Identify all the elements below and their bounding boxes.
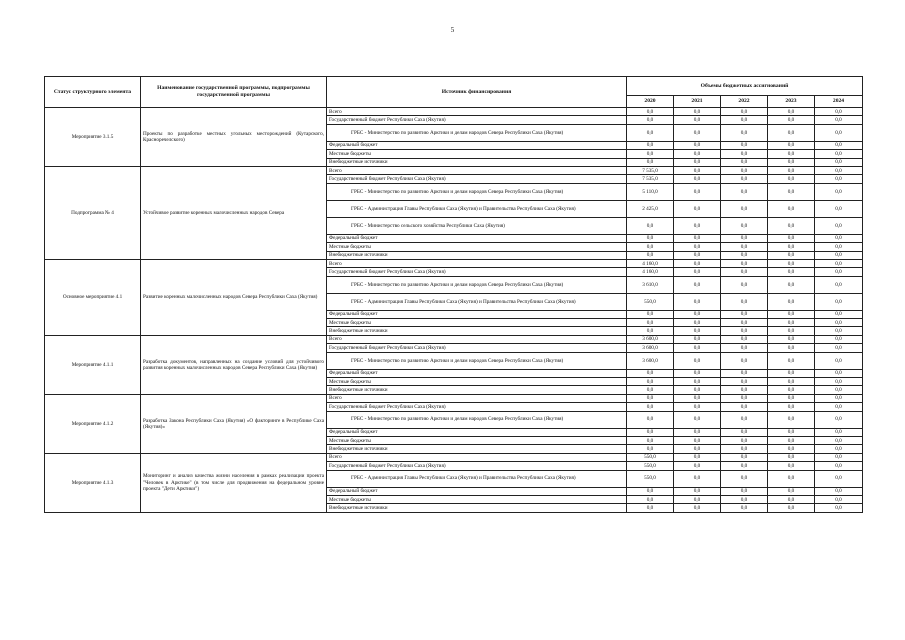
page-number: 5 xyxy=(450,26,455,34)
source-cell: Государственный бюджет Республики Саха (Якутия) xyxy=(327,403,627,411)
value-cell: 550,0 xyxy=(627,453,674,461)
value-cell: 0,0 xyxy=(721,259,768,267)
value-cell: 0,0 xyxy=(815,158,863,166)
value-cell: 0,0 xyxy=(815,293,863,310)
value-cell: 0,0 xyxy=(721,319,768,327)
source-cell: Государственный бюджет Республики Саха (Якутия) xyxy=(327,462,627,470)
value-cell: 0,0 xyxy=(627,116,674,124)
value-cell: 0,0 xyxy=(815,234,863,242)
value-cell: 4 160,0 xyxy=(627,268,674,276)
value-cell: 0,0 xyxy=(721,495,768,503)
value-cell: 0,0 xyxy=(768,327,815,335)
value-cell: 0,0 xyxy=(627,319,674,327)
value-cell: 0,0 xyxy=(768,378,815,386)
value-cell: 0,0 xyxy=(721,234,768,242)
name-cell: Разработка Закона Республики Саха (Якутия) «О факторинге в Республике Саха (Якутия)» xyxy=(141,394,327,453)
source-cell: Местные бюджеты xyxy=(327,243,627,251)
value-cell: 0,0 xyxy=(815,124,863,141)
value-cell: 0,0 xyxy=(721,504,768,512)
value-cell: 0,0 xyxy=(815,386,863,394)
name-cell: Устойчивое развитие коренных малочисленных народов Севера xyxy=(141,166,327,259)
status-cell: Мероприятие 3.1.5 xyxy=(45,108,141,167)
value-cell: 0,0 xyxy=(768,344,815,352)
value-cell: 0,0 xyxy=(815,268,863,276)
source-cell: Государственный бюджет Республики Саха (Якутия) xyxy=(327,175,627,183)
value-cell: 0,0 xyxy=(674,386,721,394)
value-cell: 0,0 xyxy=(768,150,815,158)
value-cell: 3 600,0 xyxy=(627,352,674,369)
header-year: 2020 xyxy=(627,96,674,108)
value-cell: 0,0 xyxy=(674,470,721,487)
value-cell: 0,0 xyxy=(721,327,768,335)
source-cell: Федеральный бюджет xyxy=(327,487,627,495)
value-cell: 0,0 xyxy=(815,276,863,293)
value-cell: 0,0 xyxy=(815,175,863,183)
value-cell: 0,0 xyxy=(721,183,768,200)
status-cell: Мероприятие 4.1.3 xyxy=(45,453,141,512)
value-cell: 0,0 xyxy=(815,411,863,428)
value-cell: 0,0 xyxy=(768,234,815,242)
source-cell: Внебюджетные источники xyxy=(327,386,627,394)
header-name: Наименование государственной программы, подпрограммы государственной программы xyxy=(141,77,327,108)
value-cell: 0,0 xyxy=(674,327,721,335)
status-cell: Основное мероприятие 4.1 xyxy=(45,259,141,335)
value-cell: 0,0 xyxy=(768,319,815,327)
value-cell: 0,0 xyxy=(674,445,721,453)
table-row xyxy=(45,108,863,116)
value-cell: 0,0 xyxy=(674,293,721,310)
value-cell: 0,0 xyxy=(627,243,674,251)
value-cell: 0,0 xyxy=(627,251,674,259)
value-cell: 0,0 xyxy=(721,200,768,217)
value-cell: 0,0 xyxy=(674,453,721,461)
source-cell: Внебюджетные источники xyxy=(327,251,627,259)
source-cell: ГРБС - Министерство по развитию Арктики и делам народов Севера Республики Саха (Якутия) xyxy=(327,352,627,369)
value-cell: 0,0 xyxy=(815,217,863,234)
value-cell: 0,0 xyxy=(768,217,815,234)
value-cell: 0,0 xyxy=(627,378,674,386)
value-cell: 0,0 xyxy=(815,108,863,116)
value-cell: 0,0 xyxy=(721,470,768,487)
source-cell: ГРБС - Министерство по развитию Арктики и делам народов Севера Республики Саха (Якутия) xyxy=(327,276,627,293)
value-cell: 0,0 xyxy=(721,108,768,116)
table-row xyxy=(45,453,863,461)
value-cell: 0,0 xyxy=(721,276,768,293)
value-cell: 0,0 xyxy=(674,310,721,318)
value-cell: 0,0 xyxy=(721,335,768,343)
name-cell: Мониторинг и анализ качества жизни населения в рамках реализации проекта "Человек в Арктике" (в том числе для продвижения на федеральном уровне проекта "Дети Арктики") xyxy=(141,453,327,512)
table-row xyxy=(45,259,863,267)
value-cell: 0,0 xyxy=(815,166,863,174)
value-cell: 3 600,0 xyxy=(627,344,674,352)
value-cell: 0,0 xyxy=(674,175,721,183)
header-year: 2021 xyxy=(674,96,721,108)
value-cell: 0,0 xyxy=(721,251,768,259)
value-cell: 0,0 xyxy=(768,116,815,124)
value-cell: 0,0 xyxy=(768,251,815,259)
value-cell: 0,0 xyxy=(815,369,863,377)
value-cell: 0,0 xyxy=(768,158,815,166)
source-cell: ГРБС - Министерство сельского хозяйства Республики Саха (Якутия) xyxy=(327,217,627,234)
value-cell: 0,0 xyxy=(768,276,815,293)
value-cell: 0,0 xyxy=(815,243,863,251)
value-cell: 0,0 xyxy=(674,369,721,377)
value-cell: 0,0 xyxy=(721,462,768,470)
source-cell: Всего xyxy=(327,453,627,461)
value-cell: 0,0 xyxy=(721,386,768,394)
value-cell: 0,0 xyxy=(721,268,768,276)
value-cell: 0,0 xyxy=(815,259,863,267)
value-cell: 0,0 xyxy=(627,394,674,402)
source-cell: Местные бюджеты xyxy=(327,319,627,327)
value-cell: 0,0 xyxy=(768,293,815,310)
value-cell: 0,0 xyxy=(815,116,863,124)
value-cell: 0,0 xyxy=(815,251,863,259)
value-cell: 3 600,0 xyxy=(627,335,674,343)
source-cell: Всего xyxy=(327,108,627,116)
value-cell: 0,0 xyxy=(721,158,768,166)
value-cell: 5 110,0 xyxy=(627,183,674,200)
source-cell: Местные бюджеты xyxy=(327,495,627,503)
value-cell: 0,0 xyxy=(674,335,721,343)
value-cell: 0,0 xyxy=(768,436,815,444)
value-cell: 0,0 xyxy=(815,487,863,495)
value-cell: 0,0 xyxy=(674,344,721,352)
value-cell: 0,0 xyxy=(815,436,863,444)
source-cell: Федеральный бюджет xyxy=(327,234,627,242)
value-cell: 0,0 xyxy=(721,344,768,352)
source-cell: Федеральный бюджет xyxy=(327,141,627,149)
value-cell: 0,0 xyxy=(674,124,721,141)
value-cell: 0,0 xyxy=(627,504,674,512)
value-cell: 0,0 xyxy=(768,462,815,470)
value-cell: 0,0 xyxy=(627,487,674,495)
table-row xyxy=(45,335,863,343)
value-cell: 0,0 xyxy=(815,453,863,461)
value-cell: 4 160,0 xyxy=(627,259,674,267)
value-cell: 0,0 xyxy=(674,243,721,251)
value-cell: 2 425,0 xyxy=(627,200,674,217)
value-cell: 0,0 xyxy=(721,310,768,318)
source-cell: Всего xyxy=(327,259,627,267)
value-cell: 0,0 xyxy=(815,150,863,158)
source-cell: Федеральный бюджет xyxy=(327,310,627,318)
value-cell: 550,0 xyxy=(627,293,674,310)
value-cell: 0,0 xyxy=(721,445,768,453)
value-cell: 0,0 xyxy=(674,183,721,200)
value-cell: 0,0 xyxy=(815,428,863,436)
value-cell: 3 610,0 xyxy=(627,276,674,293)
value-cell: 0,0 xyxy=(627,369,674,377)
value-cell: 0,0 xyxy=(674,166,721,174)
value-cell: 0,0 xyxy=(721,150,768,158)
value-cell: 0,0 xyxy=(627,217,674,234)
value-cell: 0,0 xyxy=(815,462,863,470)
value-cell: 0,0 xyxy=(721,369,768,377)
budget-table-body xyxy=(45,108,863,513)
value-cell: 0,0 xyxy=(768,487,815,495)
value-cell: 0,0 xyxy=(721,436,768,444)
value-cell: 0,0 xyxy=(627,495,674,503)
value-cell: 0,0 xyxy=(721,243,768,251)
value-cell: 0,0 xyxy=(627,234,674,242)
value-cell: 0,0 xyxy=(768,310,815,318)
value-cell: 0,0 xyxy=(768,175,815,183)
value-cell: 0,0 xyxy=(721,378,768,386)
value-cell: 0,0 xyxy=(721,166,768,174)
value-cell: 0,0 xyxy=(674,234,721,242)
value-cell: 0,0 xyxy=(768,268,815,276)
value-cell: 0,0 xyxy=(674,158,721,166)
value-cell: 0,0 xyxy=(815,327,863,335)
value-cell: 0,0 xyxy=(674,495,721,503)
value-cell: 0,0 xyxy=(815,200,863,217)
header-status: Статус структурного элемента xyxy=(45,77,141,108)
status-cell: Мероприятие 4.1.2 xyxy=(45,394,141,453)
source-cell: ГРБС - Администрация Главы Республики Саха (Якутия) и Правительства Республики Саха (Якутия) xyxy=(327,200,627,217)
value-cell: 0,0 xyxy=(815,378,863,386)
value-cell: 0,0 xyxy=(674,378,721,386)
value-cell: 0,0 xyxy=(768,411,815,428)
value-cell: 0,0 xyxy=(768,445,815,453)
value-cell: 0,0 xyxy=(674,276,721,293)
value-cell: 0,0 xyxy=(721,403,768,411)
source-cell: ГРБС - Министерство по развитию Арктики и делам народов Севера Республики Саха (Якутия) xyxy=(327,183,627,200)
table-row xyxy=(45,394,863,402)
source-cell: Федеральный бюджет xyxy=(327,428,627,436)
value-cell: 0,0 xyxy=(768,386,815,394)
value-cell: 0,0 xyxy=(768,166,815,174)
source-cell: Государственный бюджет Республики Саха (Якутия) xyxy=(327,116,627,124)
value-cell: 0,0 xyxy=(674,108,721,116)
value-cell: 0,0 xyxy=(627,310,674,318)
value-cell: 550,0 xyxy=(627,462,674,470)
value-cell: 0,0 xyxy=(627,445,674,453)
value-cell: 0,0 xyxy=(815,344,863,352)
value-cell: 0,0 xyxy=(721,487,768,495)
value-cell: 0,0 xyxy=(815,319,863,327)
value-cell: 0,0 xyxy=(768,200,815,217)
value-cell: 0,0 xyxy=(768,259,815,267)
value-cell: 7 535,0 xyxy=(627,166,674,174)
value-cell: 550,0 xyxy=(627,470,674,487)
header-budget: Объемы бюджетных ассигнований xyxy=(627,77,863,96)
value-cell: 0,0 xyxy=(721,116,768,124)
value-cell: 0,0 xyxy=(768,108,815,116)
value-cell: 0,0 xyxy=(627,150,674,158)
value-cell: 0,0 xyxy=(768,243,815,251)
header-source: Источник финансирования xyxy=(327,77,627,108)
value-cell: 0,0 xyxy=(815,394,863,402)
value-cell: 0,0 xyxy=(815,141,863,149)
value-cell: 0,0 xyxy=(674,217,721,234)
value-cell: 0,0 xyxy=(768,124,815,141)
status-cell: Мероприятие 4.1.1 xyxy=(45,335,141,394)
value-cell: 0,0 xyxy=(627,124,674,141)
source-cell: Внебюджетные источники xyxy=(327,504,627,512)
value-cell: 0,0 xyxy=(627,158,674,166)
value-cell: 0,0 xyxy=(674,259,721,267)
value-cell: 0,0 xyxy=(815,470,863,487)
value-cell: 0,0 xyxy=(815,335,863,343)
source-cell: ГРБС - Администрация Главы Республики Саха (Якутия) и Правительства Республики Саха (Якутия) xyxy=(327,293,627,310)
value-cell: 0,0 xyxy=(721,411,768,428)
value-cell: 7 535,0 xyxy=(627,175,674,183)
value-cell: 0,0 xyxy=(768,470,815,487)
source-cell: Всего xyxy=(327,394,627,402)
source-cell: Всего xyxy=(327,335,627,343)
value-cell: 0,0 xyxy=(815,352,863,369)
value-cell: 0,0 xyxy=(815,445,863,453)
source-cell: Государственный бюджет Республики Саха (Якутия) xyxy=(327,268,627,276)
value-cell: 0,0 xyxy=(627,436,674,444)
value-cell: 0,0 xyxy=(674,268,721,276)
source-cell: Местные бюджеты xyxy=(327,150,627,158)
value-cell: 0,0 xyxy=(627,403,674,411)
value-cell: 0,0 xyxy=(768,369,815,377)
value-cell: 0,0 xyxy=(674,352,721,369)
value-cell: 0,0 xyxy=(721,352,768,369)
value-cell: 0,0 xyxy=(674,200,721,217)
source-cell: Местные бюджеты xyxy=(327,436,627,444)
value-cell: 0,0 xyxy=(721,217,768,234)
source-cell: Всего xyxy=(327,166,627,174)
value-cell: 0,0 xyxy=(627,411,674,428)
value-cell: 0,0 xyxy=(627,327,674,335)
value-cell: 0,0 xyxy=(674,462,721,470)
value-cell: 0,0 xyxy=(674,251,721,259)
value-cell: 0,0 xyxy=(768,335,815,343)
value-cell: 0,0 xyxy=(674,116,721,124)
source-cell: ГРБС - Администрация Главы Республики Саха (Якутия) и Правительства Республики Саха (Якутия) xyxy=(327,470,627,487)
value-cell: 0,0 xyxy=(768,352,815,369)
source-cell: ГРБС - Министерство по развитию Арктики и делам народов Севера Республики Саха (Якутия) xyxy=(327,124,627,141)
value-cell: 0,0 xyxy=(721,293,768,310)
value-cell: 0,0 xyxy=(721,394,768,402)
value-cell: 0,0 xyxy=(815,403,863,411)
value-cell: 0,0 xyxy=(721,175,768,183)
value-cell: 0,0 xyxy=(674,504,721,512)
value-cell: 0,0 xyxy=(674,141,721,149)
value-cell: 0,0 xyxy=(768,183,815,200)
value-cell: 0,0 xyxy=(768,453,815,461)
value-cell: 0,0 xyxy=(721,453,768,461)
value-cell: 0,0 xyxy=(768,403,815,411)
value-cell: 0,0 xyxy=(674,150,721,158)
header-year: 2024 xyxy=(815,96,863,108)
source-cell: Федеральный бюджет xyxy=(327,369,627,377)
table-row xyxy=(45,166,863,174)
budget-table xyxy=(44,76,863,513)
value-cell: 0,0 xyxy=(674,403,721,411)
value-cell: 0,0 xyxy=(674,487,721,495)
value-cell: 0,0 xyxy=(674,394,721,402)
value-cell: 0,0 xyxy=(721,124,768,141)
value-cell: 0,0 xyxy=(815,495,863,503)
name-cell: Проекты по разработке местных угольных месторождений (Кутарского, Красноречелского) xyxy=(141,108,327,167)
source-cell: Местные бюджеты xyxy=(327,378,627,386)
value-cell: 0,0 xyxy=(627,428,674,436)
value-cell: 0,0 xyxy=(627,141,674,149)
value-cell: 0,0 xyxy=(627,108,674,116)
value-cell: 0,0 xyxy=(768,428,815,436)
value-cell: 0,0 xyxy=(815,310,863,318)
header-year: 2023 xyxy=(768,96,815,108)
value-cell: 0,0 xyxy=(674,411,721,428)
value-cell: 0,0 xyxy=(815,183,863,200)
source-cell: Внебюджетные источники xyxy=(327,158,627,166)
name-cell: Развитие коренных малочисленных народов Севера Республики Саха (Якутия) xyxy=(141,259,327,335)
name-cell: Разработка документов, направленных на создание условий для устойчивого развития коренных малочисленных народов Севера Республики Саха (Якутия) xyxy=(141,335,327,394)
value-cell: 0,0 xyxy=(768,394,815,402)
value-cell: 0,0 xyxy=(768,504,815,512)
value-cell: 0,0 xyxy=(721,141,768,149)
value-cell: 0,0 xyxy=(721,428,768,436)
value-cell: 0,0 xyxy=(768,495,815,503)
value-cell: 0,0 xyxy=(815,504,863,512)
value-cell: 0,0 xyxy=(674,436,721,444)
source-cell: Внебюджетные источники xyxy=(327,327,627,335)
source-cell: Государственный бюджет Республики Саха (Якутия) xyxy=(327,344,627,352)
source-cell: Внебюджетные источники xyxy=(327,445,627,453)
value-cell: 0,0 xyxy=(674,319,721,327)
value-cell: 0,0 xyxy=(674,428,721,436)
header-year: 2022 xyxy=(721,96,768,108)
source-cell: ГРБС - Министерство по развитию Арктики и делам народов Севера Республики Саха (Якутия) xyxy=(327,411,627,428)
value-cell: 0,0 xyxy=(768,141,815,149)
status-cell: Подпрограмма № 4 xyxy=(45,166,141,259)
value-cell: 0,0 xyxy=(627,386,674,394)
